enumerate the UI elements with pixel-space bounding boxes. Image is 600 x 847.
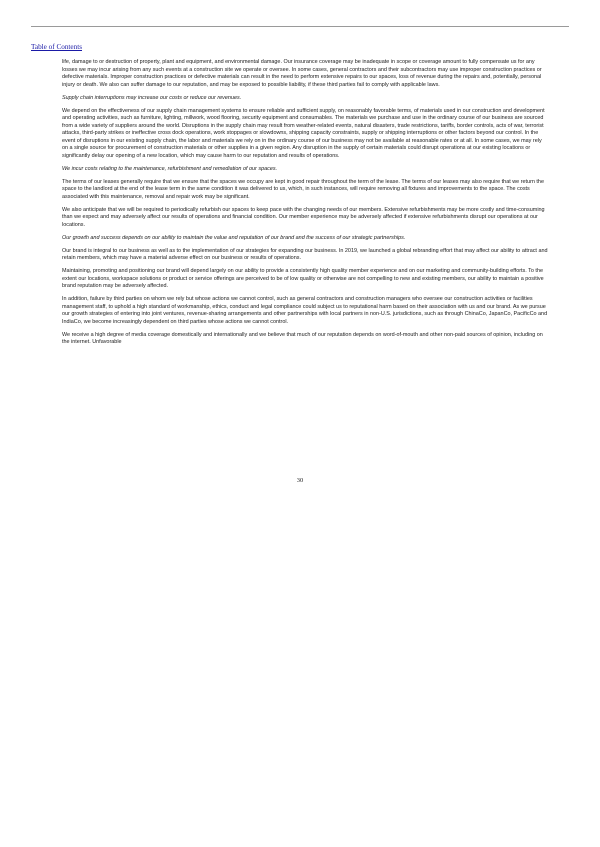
page-number: 30 [296,477,304,484]
paragraph: Our brand is integral to our business as well as to the implementation of our strategies for expanding our business. In 2019, we launched a global rebranding effort that may affect our ability to attract and retain members, which may have a material adverse effect on our business or results of operations. [62,247,548,261]
header-rule [31,26,569,27]
section-heading-maintenance: We incur costs relating to the maintenance, refurbishment and remediation of our spaces. [62,165,278,172]
paragraph: In addition, failure by third parties on whom we rely but whose actions we cannot control, such as general contractors and construction managers who oversee our construction activities or facilities management staff, to uphold a high standard of workmanship, ethics, conduct and legal compliance could subject us to reputational harm based on their association with us and our brand. As we pursue our growth strategies of entering into joint ventures, revenue-sharing arrangements and other partnerships with local partners in non-U.S. jurisdictions, such as through ChinaCo, JapanCo, PacificCo and IndiaCo, we become increasingly dependent on third parties whose actions we cannot control. [62,296,548,325]
paragraph: We also anticipate that we will be required to periodically refurbish our spaces to keep pace with the changing needs of our members. Extensive refurbishments may be more costly and time-consuming than we expect and may adversely affect our results of operations and financial condition. Our member experience may be adversely affected if extensive refurbishments disrupt our operations at our locations. [62,206,545,228]
paragraph: The terms of our leases generally require that we ensure that the spaces we occupy are kept in good repair throughout the term of the lease. The terms of our leases may also require that we return the space to the landlord at the end of the lease term in the same condition it was delivered to us, which, in such instances, will require removing all fixtures and improvements to the space. The costs associated with this maintenance, removal and repair work may be significant. [62,178,544,200]
paragraph-continuation: life, damage to or destruction of property, plant and equipment, and environmental damage. Our insurance coverage may be inadequate in scope or coverage amount to fully compensate us for any losses we may incur arising from any such events at a construction site we operate or oversee. In some cases, general contractors and their subcontractors may use improper construction practices or defective materials. Improper construction practices or defective materials can result in the need to perform extensive repairs to our spaces, loss of revenue during the repairs and, potentially, personal injury or death. We also can suffer damage to our reputation, and may be exposed to possible liability, if these third parties fail to comply with applicable laws. [62,59,542,88]
section-heading-supply-chain: Supply chain interruptions may increase our costs or reduce our revenues. [62,94,242,101]
table-of-contents-link[interactable]: Table of Contents [31,43,82,51]
paragraph: We depend on the effectiveness of our supply chain management systems to ensure reliable and sufficient supply, on reasonably favorable terms, of materials used in our construction and development and operating activities, such as furniture, lighting, millwork, wood flooring, security equipment and consumables. The materials we purchase and use in the ordinary course of our business are sourced from a wide variety of suppliers around the world. Disruptions in the supply chain may result from weather-related events, natural disasters, trade restrictions, tariffs, border controls, acts of war, terrorist attacks, third-party strikes or ineffective cross dock operations, work stoppages or slowdowns, shipping capacity constraints, supply or shipping interruptions or other factors beyond our control. In the event of disruptions in our existing supply chain, the labor and materials we rely on in the ordinary course of our business may not be available at reasonable rates or at all. In some cases, we may rely on a single source for procurement of construction materials or other supplies in a given region. Any disruption in the supply of certain materials could disrupt operations at our existing locations or significantly delay our opening of a new location, which may cause harm to our reputation and results of operations. [62,107,545,159]
document-body [62,59,549,352]
section-heading-brand: Our growth and success depends on our ability to maintain the value and reputation of our brand and the success of our strategic partnerships. [62,234,406,241]
paragraph: Maintaining, promoting and positioning our brand will depend largely on our ability to provide a consistently high quality member experience and on our marketing and community-building efforts. To the extent our locations, workspace solutions or product or service offerings are perceived to be of low quality or otherwise are not compelling to new and existing members, our ability to maintain a positive brand reputation may be adversely affected. [62,268,544,289]
paragraph: We receive a high degree of media coverage domestically and internationally and we believe that much of our reputation depends on word-of-mouth and other non-paid sources of opinion, including on the internet. Unfavorable [62,331,543,345]
